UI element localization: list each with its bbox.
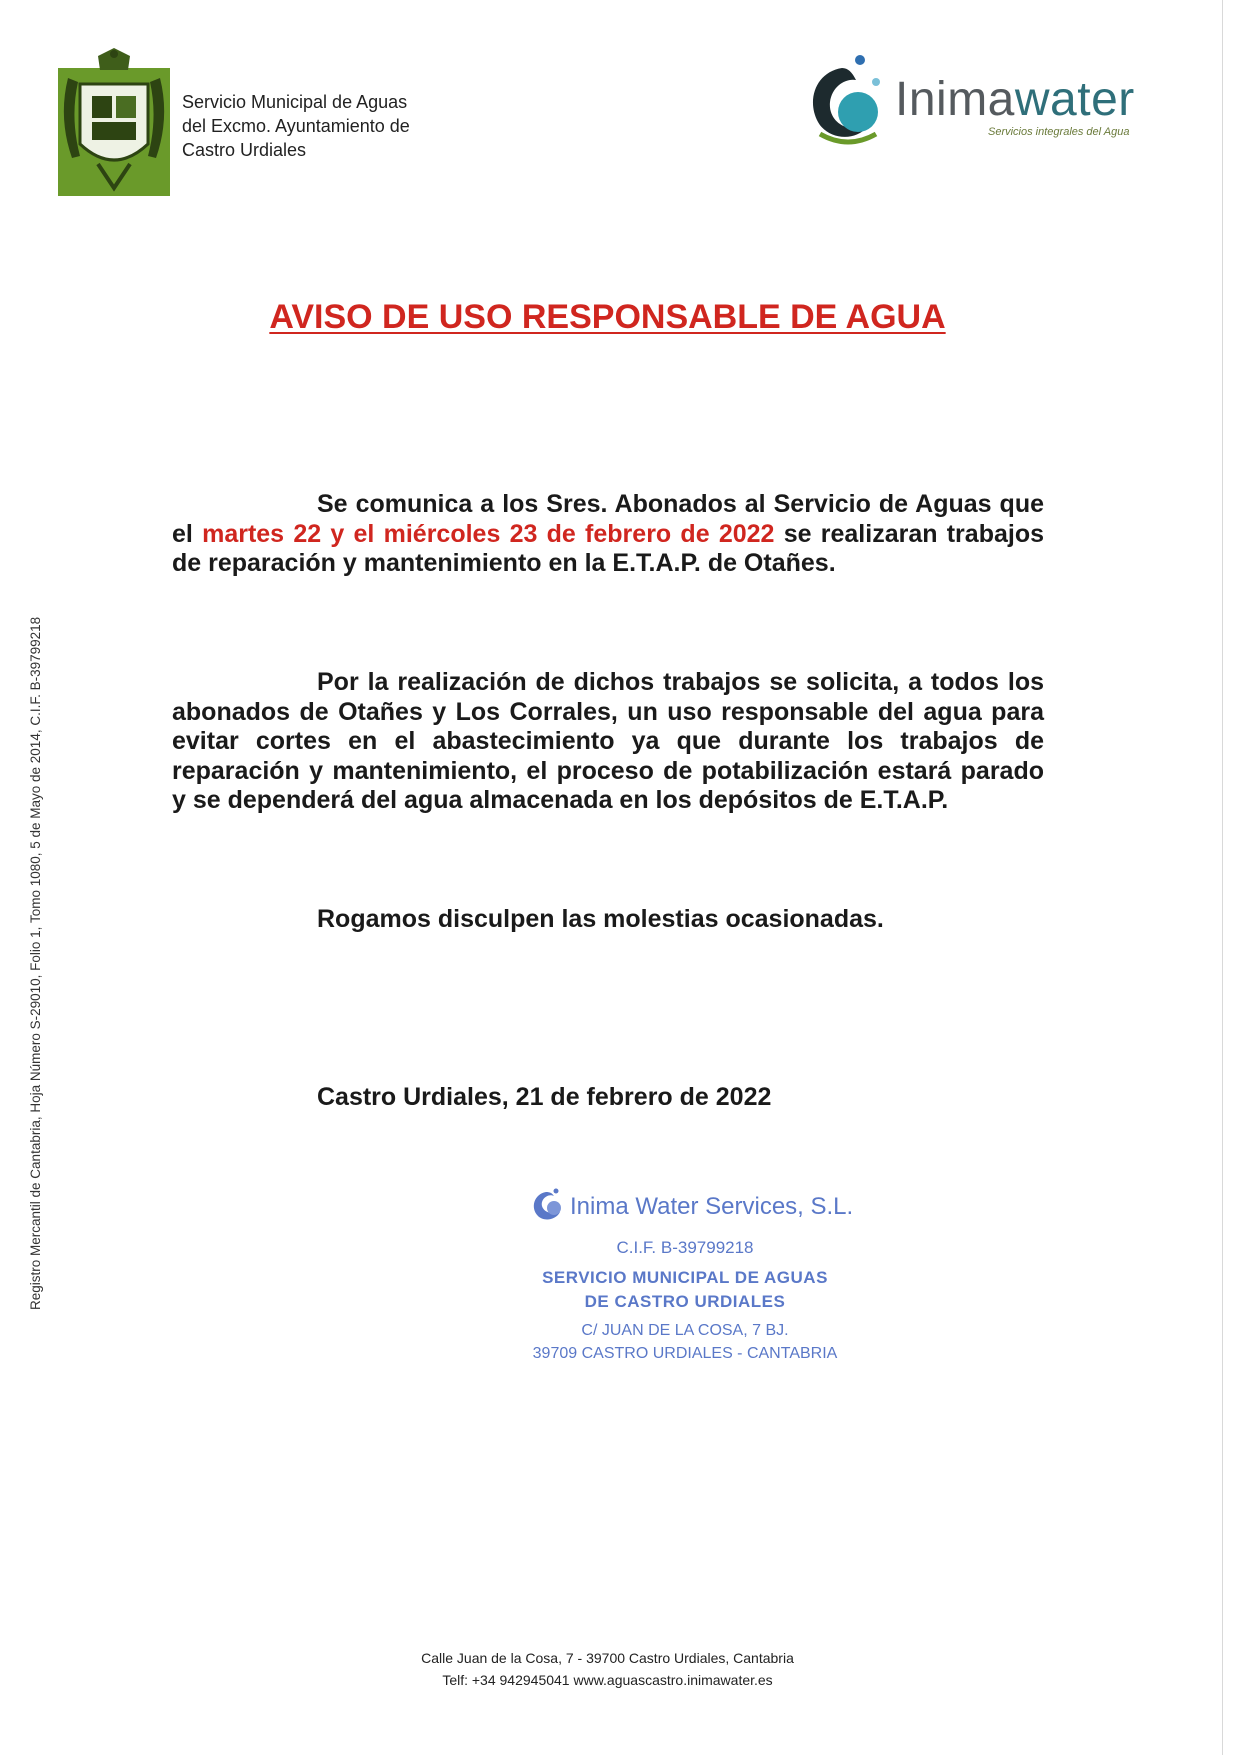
- footer-address: Calle Juan de la Cosa, 7 - 39700 Castro Urdiales, Cantabria: [421, 1650, 794, 1666]
- dateline: Castro Urdiales, 21 de febrero de 2022: [317, 1083, 772, 1111]
- paragraph-2: [172, 668, 1044, 816]
- logo-dot-right: [872, 78, 880, 86]
- brand-name-part2: water: [1014, 73, 1135, 126]
- stamp-logo-icon: [528, 1188, 568, 1224]
- brand-name-part1: Inima: [895, 73, 1015, 126]
- brand-tagline: Servicios integrales del Agua: [988, 126, 1130, 138]
- paragraph-1-highlight-dates: martes 22 y el miércoles 23 de febrero de 2022: [202, 519, 775, 548]
- paragraph-1-after: se realizaran trabajos de reparación y mantenimiento en la E.T.A.P. de Otañes.: [172, 519, 1044, 577]
- crest-quarter-1: [92, 96, 112, 118]
- stamp-logo-drop: [547, 1201, 561, 1215]
- stamp-company-name: Inima Water Services, S.L.: [570, 1193, 854, 1220]
- paragraph-1-before: Se comunica a los Sres. Abonados al Servicio de Aguas que el: [172, 490, 1044, 548]
- municipality-line-1: Servicio Municipal de Aguas: [182, 92, 408, 112]
- notice-title-text: AVISO DE USO RESPONSABLE DE AGUA: [269, 298, 946, 336]
- notice-title: [0, 298, 1215, 337]
- stamp-address-line-1: C/ JUAN DE LA COSA, 7 BJ.: [581, 1322, 789, 1339]
- footer-contact: Telf: +34 942945041 www.aguascastro.inimawater.es: [442, 1672, 773, 1688]
- crest-quarter-3: [92, 122, 136, 140]
- stamp-address-line-2: 39709 CASTRO URDIALES - CANTABRIA: [532, 1345, 838, 1362]
- municipality-line-3: Castro Urdiales: [182, 140, 307, 160]
- scan-edge-line: [1222, 0, 1223, 1755]
- paragraph-2-text: Por la realización de dichos trabajos se solicita, a todos los abonados de Otañes y Los Corrales, un uso responsable del agua para evitar cortes en el abastecimiento ya que durante los trabajos de reparación y mantenimiento, el proceso de potabilización estará parado y se dependerá del agua almacenada en los depósitos de E.T.A.P.: [172, 668, 1044, 814]
- municipality-name: [182, 90, 410, 162]
- side-registry-text: Registro Mercantil de Cantabria, Hoja Número S-29010, Folio 1, Tomo 1080, 5 de Mayo de 2014, C.I.F. B-39799218: [28, 616, 43, 1310]
- logo-water-drop: [838, 92, 878, 132]
- closing-line: Rogamos disculpen las molestias ocasionadas.: [317, 905, 884, 933]
- stamp-cif: C.I.F. B-39799218: [616, 1238, 754, 1257]
- crest-quarter-2: [116, 96, 136, 118]
- stamp-logo-dot: [554, 1189, 559, 1194]
- inimawater-logo-icon: [798, 50, 888, 150]
- stamp-service-line-1: SERVICIO MUNICIPAL DE AGUAS: [542, 1268, 828, 1287]
- crest-crown-orb: [110, 50, 118, 58]
- logo-dot-top: [855, 55, 865, 65]
- municipal-crest-logo: [58, 48, 170, 196]
- municipality-line-2: del Excmo. Ayuntamiento de: [182, 116, 410, 136]
- stamp-service-line-2: DE CASTRO URDIALES: [584, 1292, 786, 1311]
- brand-name: [895, 72, 1135, 128]
- paragraph-1: [172, 490, 1044, 579]
